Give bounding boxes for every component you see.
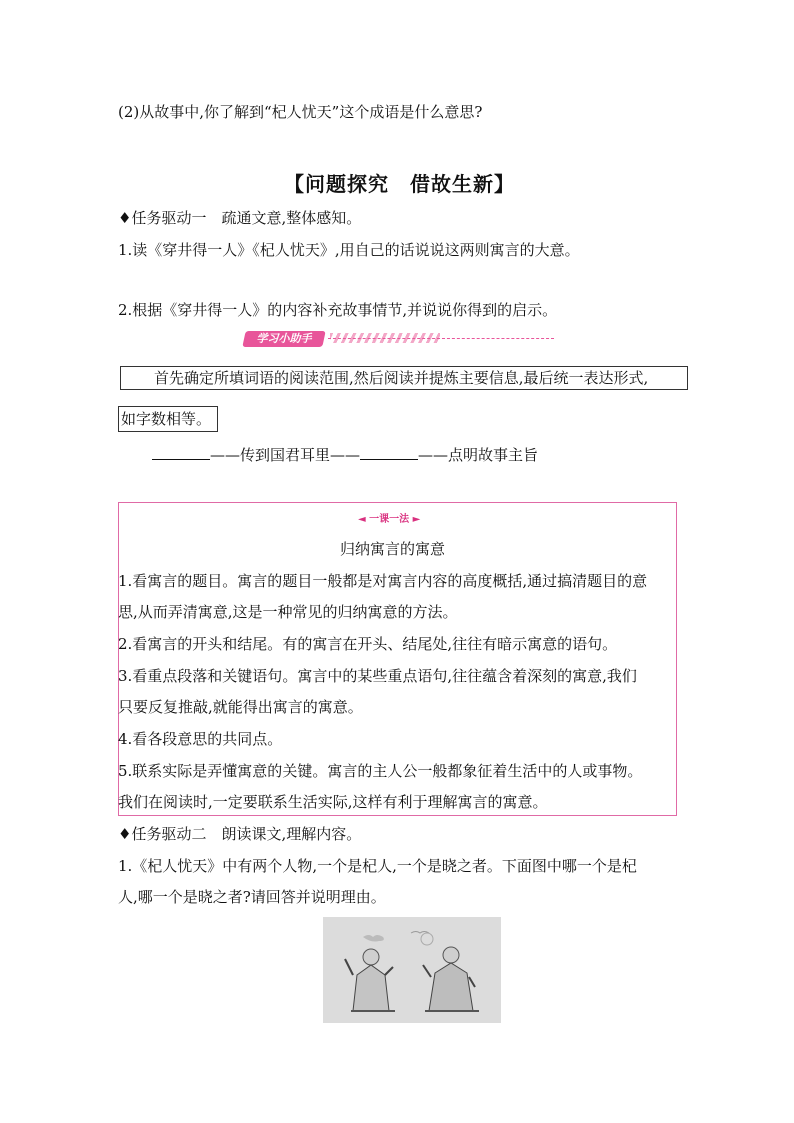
task2-question-line-2: 人,哪一个是晓之者?请回答并说明理由。 bbox=[118, 888, 386, 906]
method-line-4: 3.看重点段落和关键语句。寓言中的某些重点语句,往往蕴含着深刻的寓意,我们 bbox=[118, 667, 637, 685]
question-2: (2)从故事中,你了解到“杞人忧天”这个成语是什么意思? bbox=[118, 103, 483, 121]
fill-in-line bbox=[152, 444, 538, 466]
method-line-1: 1.看寓言的题目。寓言的题目一般都是对寓言内容的高度概括,通过搞清题目的意 bbox=[118, 572, 648, 590]
task2-question-line-1: 1.《杞人忧天》中有两个人物,一个是杞人,一个是晓之者。下面图中哪一个是杞 bbox=[118, 857, 637, 875]
fill-text-1: ——传到国君耳里—— bbox=[210, 446, 361, 464]
dashed-divider bbox=[328, 338, 554, 339]
task1-question-1: 1.读《穿井得一人》《杞人忧天》,用自己的话说说这两则寓言的大意。 bbox=[118, 241, 580, 259]
helper-tip-line-1: 首先确定所填词语的阅读范围,然后阅读并提炼主要信息,最后统一表达形式, bbox=[154, 369, 649, 387]
method-line-5: 只要反复推敲,就能得出寓言的寓意。 bbox=[118, 698, 363, 716]
method-line-2: 思,从而弄清寓意,这是一种常见的归纳寓意的方法。 bbox=[118, 603, 458, 621]
fill-text-2: ——点明故事主旨 bbox=[418, 446, 539, 464]
method-line-3: 2.看寓言的开头和结尾。有的寓言在开头、结尾处,往往有暗示寓意的语句。 bbox=[118, 635, 618, 653]
illustration-two-figures bbox=[323, 917, 501, 1023]
study-helper-banner bbox=[244, 330, 554, 348]
task1-question-2: 2.根据《穿井得一人》的内容补充故事情节,并说说你得到的启示。 bbox=[118, 301, 558, 319]
method-tag: ◄ 一课一法 ► bbox=[358, 514, 421, 525]
study-helper-label: 学习小助手 bbox=[256, 332, 312, 345]
task2-heading: ♦任务驱动二 朗读课文,理解内容。 bbox=[118, 825, 362, 843]
study-helper-tag bbox=[242, 331, 325, 347]
blank-1[interactable] bbox=[152, 445, 210, 460]
section-title: 【问题探究 借故生新】 bbox=[284, 172, 515, 196]
method-line-6: 4.看各段意思的共同点。 bbox=[118, 730, 283, 748]
task1-heading: ♦任务驱动一 疏通文意,整体感知。 bbox=[118, 209, 362, 227]
method-title: 归纳寓言的寓意 bbox=[340, 540, 446, 558]
helper-tip-line-2: 如字数相等。 bbox=[121, 410, 212, 428]
method-line-7: 5.联系实际是弄懂寓意的关键。寓言的主人公一般都象征着生活中的人或事物。 bbox=[118, 762, 643, 780]
illustration-sketch bbox=[323, 917, 501, 1023]
blank-2[interactable] bbox=[360, 445, 418, 460]
method-line-8: 我们在阅读时,一定要联系生活实际,这样有利于理解寓言的寓意。 bbox=[118, 793, 548, 811]
